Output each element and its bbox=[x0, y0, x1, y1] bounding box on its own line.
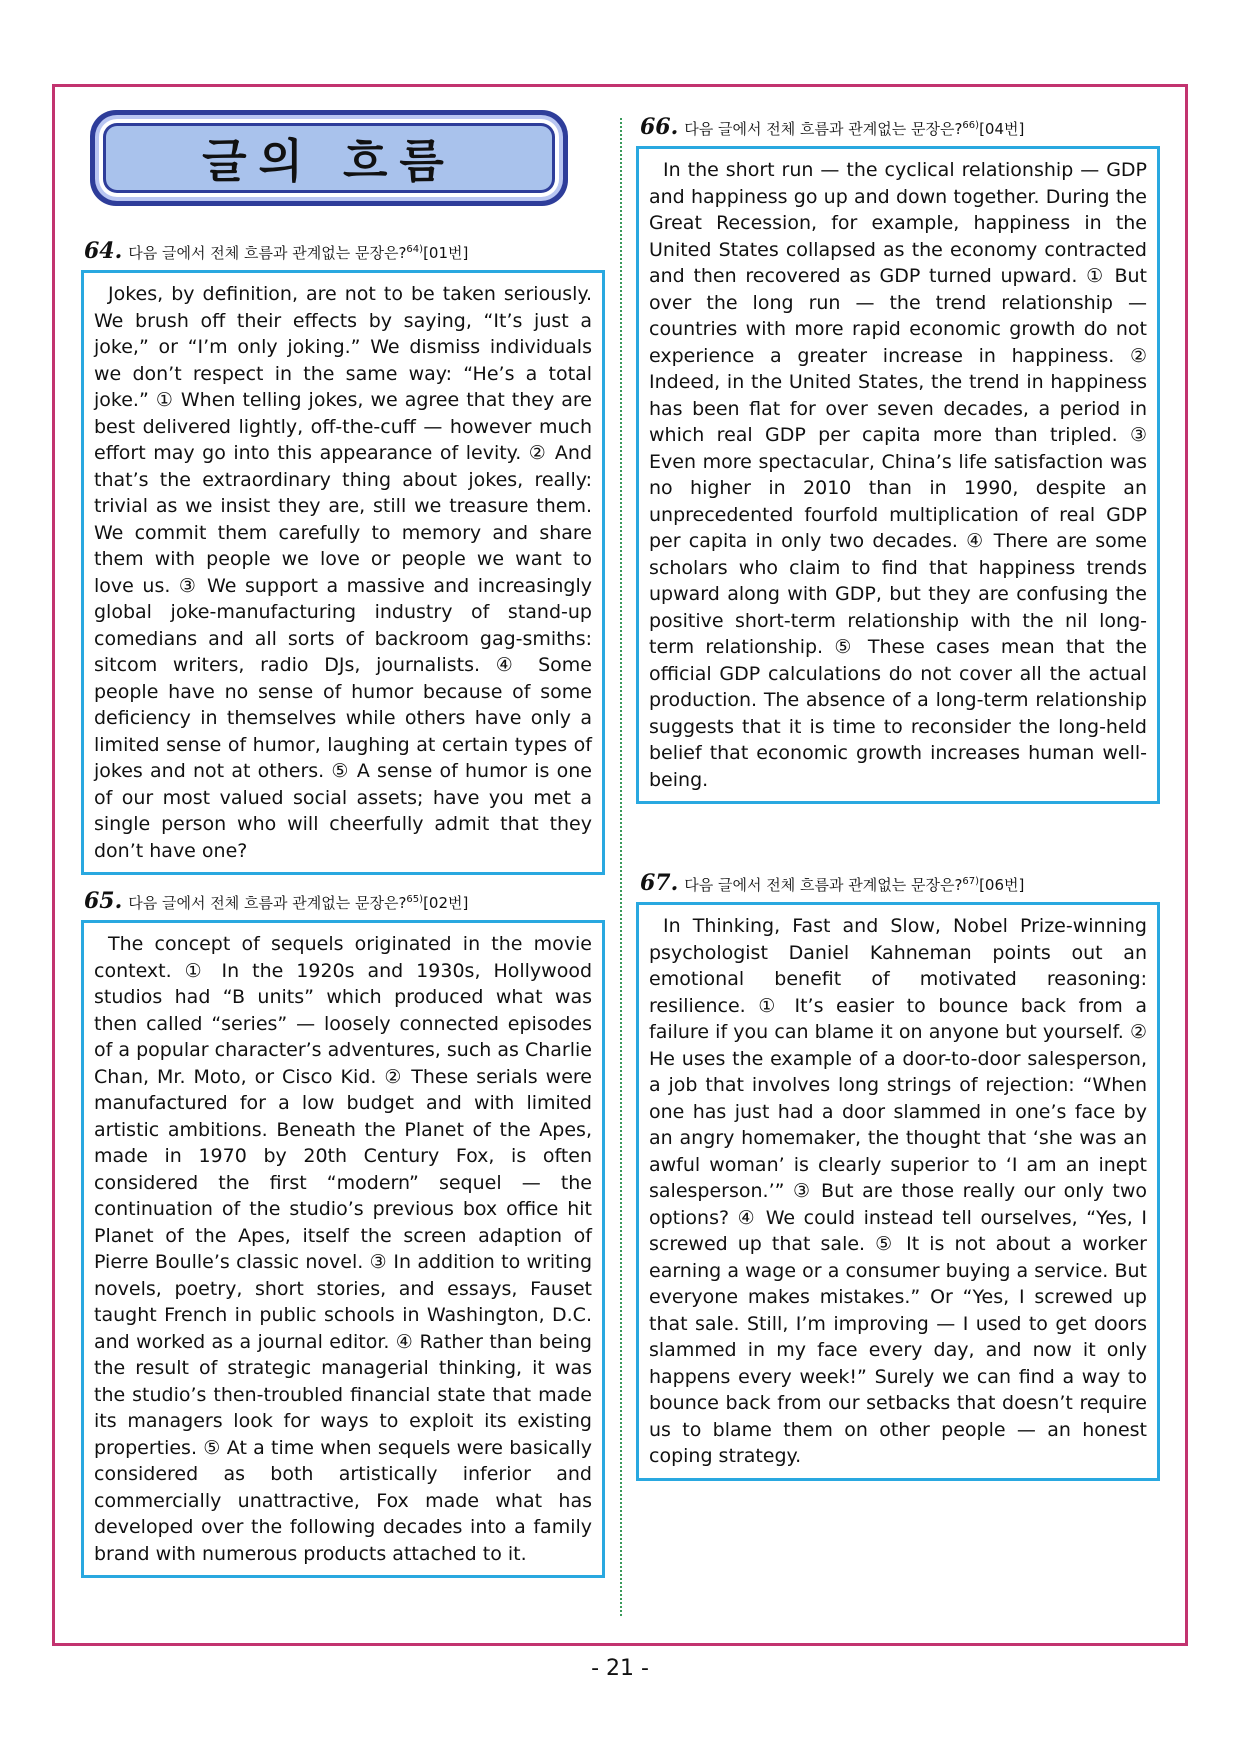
question-tag: [02번] bbox=[423, 894, 469, 912]
section-title-badge bbox=[90, 110, 568, 206]
question-tag: [06번] bbox=[979, 876, 1025, 894]
question-prompt: 다음 글에서 전체 흐름과 관계없는 문장은? bbox=[128, 244, 407, 262]
question-prompt: 다음 글에서 전체 흐름과 관계없는 문장은? bbox=[128, 894, 407, 912]
question-header bbox=[84, 238, 468, 264]
footnote-marker: 66) bbox=[962, 120, 980, 131]
question-number: 67. bbox=[640, 870, 679, 896]
column-divider bbox=[620, 118, 622, 1616]
footnote-marker: 64) bbox=[406, 244, 424, 255]
passage-text: In the short run — the cyclical relationship — GDP and happiness go up and down together. During the Great Recession, for example, happiness in the United States collapsed as the economy contracted and then recovered as GDP turned upward. ① But over the long run — the trend relationship — countries with more rapid economic growth do not experience a greater increase in happiness. ② Indeed, in the United States, the trend in happiness has been flat for over seven decades, a period in which real GDP per capita more than tripled. ③ Even more spectacular, China’s life satisfaction was no higher in 2010 than in 1990, despite an unprecedented fourfold multiplication of real GDP per capita in only two decades. ④ There are some scholars who claim to find that happiness trends upward along with GDP, but they are confusing the positive short-term relationship with the nil long-term relationship. ⑤ These cases mean that the official GDP calculations do not cover all the actual production. The absence of a long-term relationship suggests that it is time to reconsider the long-held belief that economic growth increases human well-being. bbox=[649, 159, 1147, 791]
question-prompt: 다음 글에서 전체 흐름과 관계없는 문장은? bbox=[684, 876, 963, 894]
passage-box bbox=[636, 146, 1160, 804]
passage-box bbox=[81, 270, 605, 875]
question-header bbox=[84, 888, 468, 914]
question-tag: [04번] bbox=[979, 120, 1025, 138]
question-number: 64. bbox=[84, 238, 123, 264]
passage-text: Jokes, by definition, are not to be taken seriously. We brush off their effects by saying, “It’s just a joke,” or “I’m only joking.” We dismiss individuals we don’t respect in the same way: “He’s a total joke.” ① When telling jokes, we agree that they are best delivered lightly, off-the-cuff — however much effort may go into this appearance of levity. ② And that’s the extraordinary thing about jokes, really: trivial as we insist they are, still we treasure them. We commit them carefully to memory and share them with people we love or people we want to love us. ③ We support a massive and increasingly global joke-manufacturing industry of stand-up comedians and all sorts of backroom gag-smiths: sitcom writers, radio DJs, journalists. ④ Some people have no sense of humor because of some deficiency in themselves while others have only a limited sense of humor, laughing at certain types of jokes and not at others. ⑤ A sense of humor is one of our most valued social assets; have you met a single person who will cheerfully admit that they don’t have one? bbox=[94, 283, 592, 862]
question-number: 66. bbox=[640, 114, 679, 140]
passage-box bbox=[81, 920, 605, 1578]
question-header bbox=[640, 870, 1024, 896]
page-number: - 21 - bbox=[591, 1656, 649, 1681]
footnote-marker: 67) bbox=[962, 876, 980, 887]
question-header bbox=[640, 114, 1024, 140]
question-number: 65. bbox=[84, 888, 123, 914]
passage-text: The concept of sequels originated in the movie context. ① In the 1920s and 1930s, Hollywood studios had “B units” which produced what was then called “series” — loosely connected episodes of a popular character’s adventures, such as Charlie Chan, Mr. Moto, or Cisco Kid. ② These serials were manufactured for a low budget and with limited artistic ambitions. Beneath the Planet of the Apes, made in 1970 by 20th Century Fox, is often considered the first “modern” sequel — the continuation of the studio’s previous box office hit Planet of the Apes, itself the screen adaption of Pierre Boulle’s classic novel. ③ In addition to writing novels, poetry, short stories, and essays, Fauset taught French in public schools in Washington, D.C. and worked as a journal editor. ④ Rather than being the result of strategic managerial thinking, it was the studio’s then-troubled financial state that made its managers look for ways to exploit its existing properties. ⑤ At a time when sequels were basically considered as both artistically inferior and commercially unattractive, Fox made what has developed over the following decades into a family brand with numerous products attached to it. bbox=[94, 933, 592, 1565]
section-title: 글의 흐름 bbox=[106, 126, 552, 190]
footnote-marker: 65) bbox=[406, 894, 424, 905]
question-tag: [01번] bbox=[423, 244, 469, 262]
question-prompt: 다음 글에서 전체 흐름과 관계없는 문장은? bbox=[684, 120, 963, 138]
passage-text: In Thinking, Fast and Slow, Nobel Prize-winning psychologist Daniel Kahneman points out an emotional benefit of motivated reasoning: resilience. ① It’s easier to bounce back from a failure if you can blame it on anyone but yourself. ② He uses the example of a door-to-door salesperson, a job that involves long strings of rejection: “When one has just had a door slammed in one’s face by an angry homemaker, the thought that ‘she was an awful woman’ is clearly superior to ‘I am an inept salesperson.’” ③ But are those really our only two options? ④ We could instead tell ourselves, “Yes, I screwed up that sale. ⑤ It is not about a worker earning a wage or a consumer buying a service. But everyone makes mistakes.” Or “Yes, I screwed up that sale. Still, I’m improving — I used to get doors slammed in my face every day, and now it only happens every week!” Surely we can find a way to bounce back from our setbacks that doesn’t require us to blame them on other people — an honest coping strategy. bbox=[649, 915, 1147, 1467]
passage-box bbox=[636, 902, 1160, 1481]
